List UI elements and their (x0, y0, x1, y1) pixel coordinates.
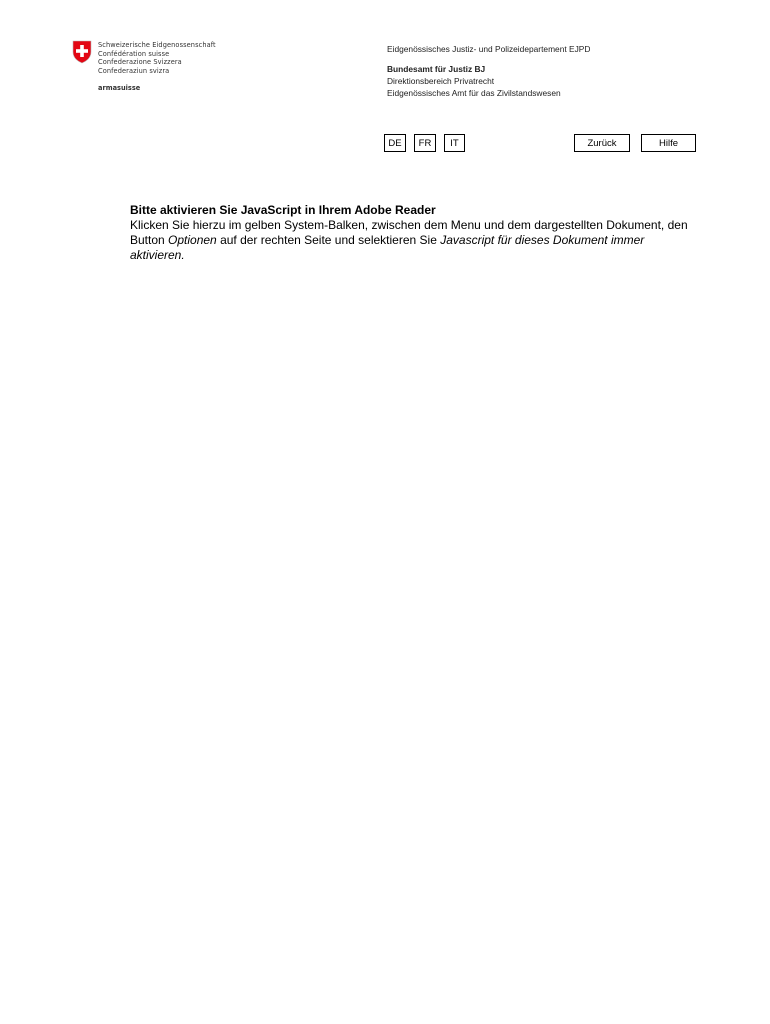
department-name: Eidgenössisches Justiz- und Polizeidepartement EJPD (387, 44, 591, 54)
notice-text-part2: auf der rechten Seite und selektieren Sie (216, 233, 441, 247)
confederation-name-fr: Confédération suisse (98, 49, 170, 58)
notice-title: Bitte aktivieren Sie JavaScript in Ihrem Adobe Reader (130, 203, 436, 217)
swiss-shield-icon (72, 40, 92, 64)
notice-action-term: Javascript für dieses Dokument immer aktivieren. (130, 233, 645, 262)
notice-options-term: Optionen (168, 233, 217, 247)
confederation-name-it: Confederazione Svizzera (98, 58, 182, 67)
language-it-button[interactable]: IT (444, 134, 465, 152)
language-fr-button[interactable]: FR (414, 134, 436, 152)
agency-name: armasuisse (98, 84, 141, 92)
unit-name: Eidgenössisches Amt für das Zivilstandswesen (387, 88, 561, 98)
federal-logo (72, 40, 232, 100)
back-button[interactable]: Zurück (574, 134, 630, 152)
confederation-name-rm: Confederaziun svizra (98, 66, 170, 75)
confederation-names (98, 41, 216, 75)
notice-body (130, 218, 700, 263)
department-info (387, 43, 590, 99)
confederation-name-de: Schweizerische Eidgenossenschaft (98, 41, 216, 49)
help-button[interactable]: Hilfe (641, 134, 696, 152)
language-de-button[interactable]: DE (384, 134, 406, 152)
division-name: Direktionsbereich Privatrecht (387, 76, 495, 86)
javascript-notice (130, 203, 700, 263)
office-name: Bundesamt für Justiz BJ (387, 64, 486, 74)
notice-text-part1: Klicken Sie hierzu im gelben System-Balken, zwischen dem Menu und dem dargestellten Dokument, den Button (130, 218, 688, 247)
